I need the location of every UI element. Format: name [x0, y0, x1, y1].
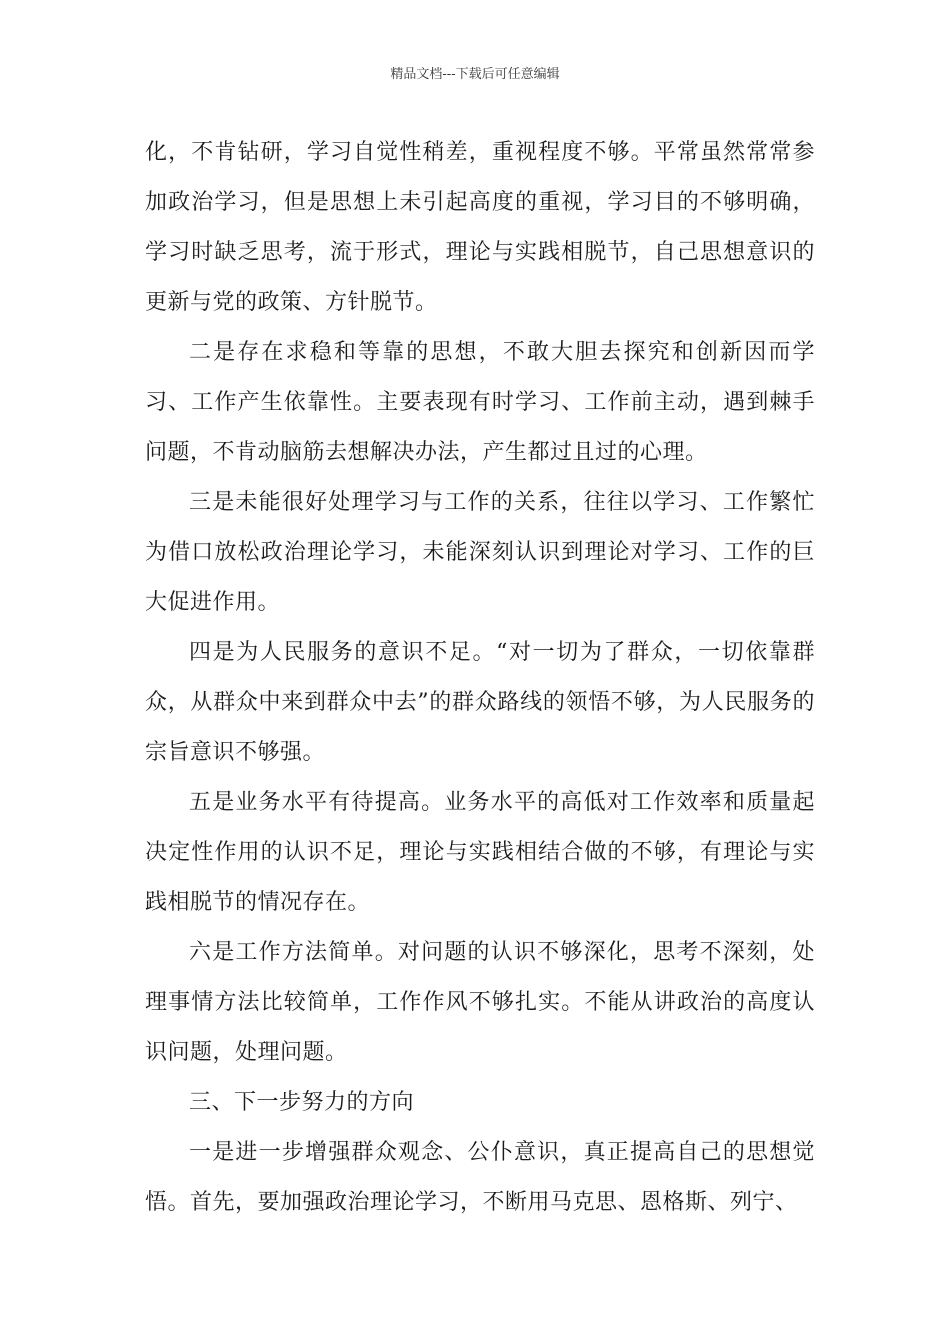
- page-header: 精品文档---下载后可任意编辑: [390, 67, 560, 82]
- section-heading: 三、下一步努力的方向: [189, 1090, 415, 1115]
- paragraph-point-four: 四是为人民服务的意识不足。“对一切为了群众，一切依靠群众，从群众中来到群众中去”的群众路线的领悟不够，为人民服务的宗旨意识不够强。: [145, 640, 815, 765]
- paragraph-continuation: 化，不肯钻研，学习自觉性稍差，重视程度不够。平常虽然常常参加政治学习，但是思想上未引起高度的重视，学习目的不够明确，学习时缺乏思考，流于形式，理论与实践相脱节，自己思想意识的更新与党的政策、方针脱节。: [145, 140, 815, 315]
- document-body: [145, 128, 815, 1228]
- paragraph-point-three: 三是未能很好处理学习与工作的关系，往往以学习、工作繁忙为借口放松政治理论学习，未能深刻认识到理论对学习、工作的巨大促进作用。: [145, 490, 815, 615]
- paragraph-point-five: 五是业务水平有待提高。业务水平的高低对工作效率和质量起决定性作用的认识不足，理论与实践相结合做的不够，有理论与实践相脱节的情况存在。: [145, 790, 815, 915]
- paragraph-point-two: 二是存在求稳和等靠的思想，不敢大胆去探究和创新因而学习、工作产生依靠性。主要表现有时学习、工作前主动，遇到棘手问题，不肯动脑筋去想解决办法，产生都过且过的心理。: [145, 340, 815, 465]
- paragraph-direction-one: 一是进一步增强群众观念、公仆意识，真正提高自己的思想觉悟。首先，要加强政治理论学习，不断用马克思、恩格斯、列宁、: [145, 1140, 815, 1215]
- paragraph-point-six: 六是工作方法简单。对问题的认识不够深化，思考不深刻，处理事情方法比较简单，工作作风不够扎实。不能从讲政治的高度认识问题，处理问题。: [145, 940, 815, 1065]
